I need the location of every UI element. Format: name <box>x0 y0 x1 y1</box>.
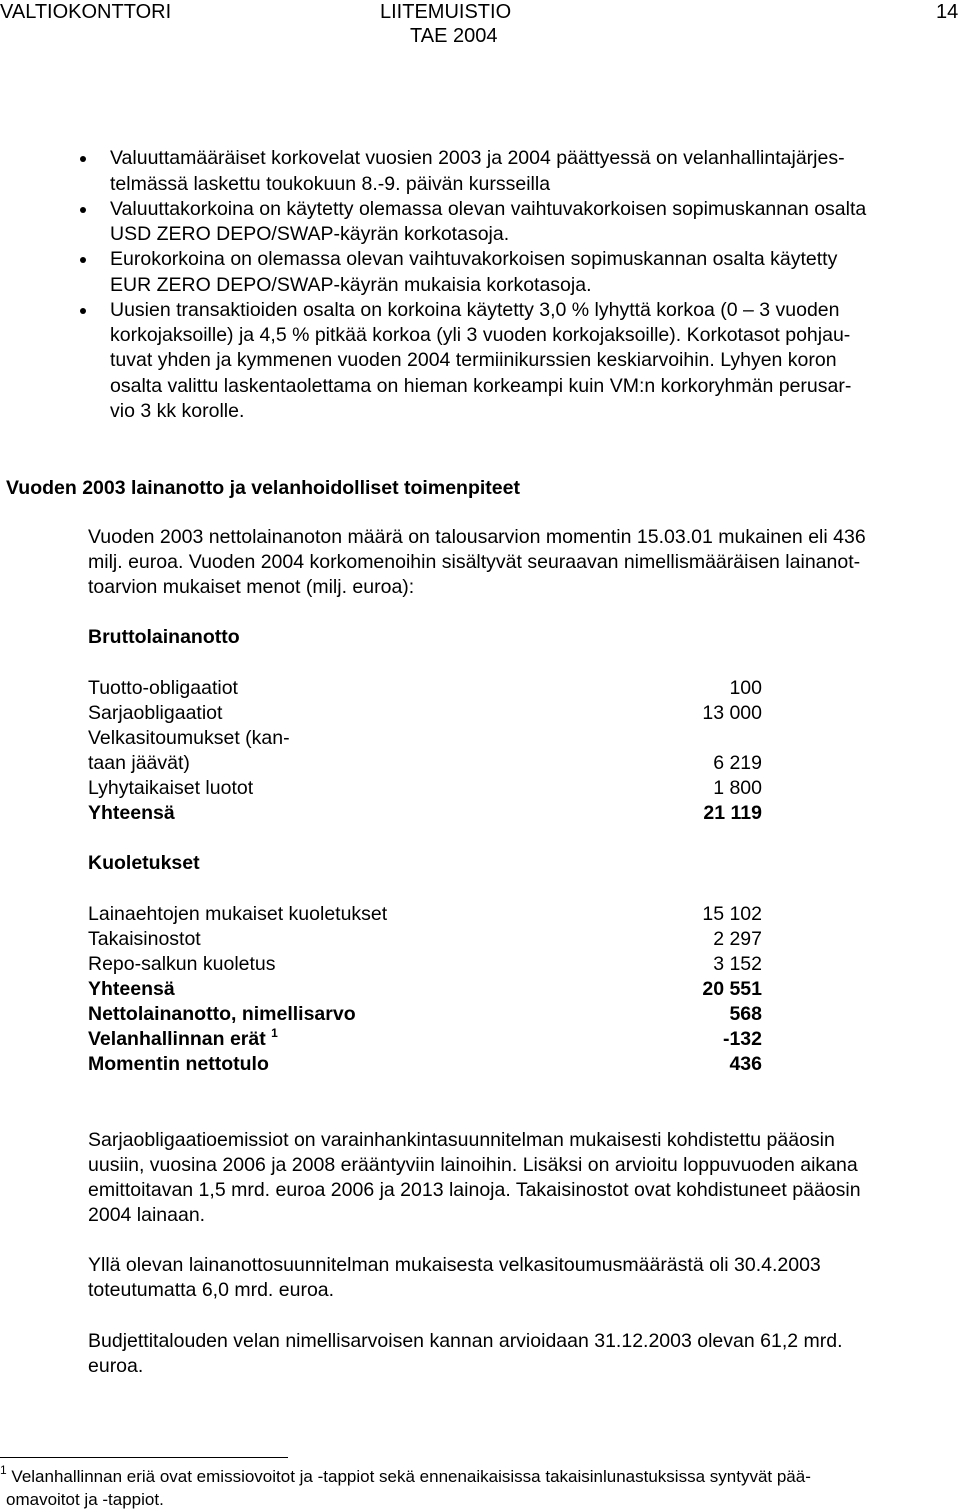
header-organization: VALTIOKONTTORI <box>0 1 172 23</box>
bullet-4-line-5: vio 3 kk korolle. <box>110 400 245 422</box>
paragraph-2-line-1: Yllä olevan lainanottosuunnitelman mukaisesta velkasitoumusmäärästä oli 30.4.2003 <box>88 1254 821 1276</box>
table-row: Sarjaobligaatiot 13 000 <box>88 702 762 724</box>
bullet-icon <box>80 257 86 263</box>
paragraph-2-line-2: toteutumatta 6,0 mrd. euroa. <box>88 1279 335 1301</box>
table-row: Repo-salkun kuoletus 3 152 <box>88 953 762 975</box>
moment-net-income-row: Momentin nettotulo 436 <box>88 1053 762 1075</box>
paragraph-1-line-4: 2004 lainaan. <box>88 1204 206 1226</box>
bullet-icon <box>80 156 86 162</box>
bullet-1-line-1: Valuuttamääräiset korkovelat vuosien 2003 ja 2004 päättyessä on velanhallintajärjes- <box>110 147 845 169</box>
paragraph-1-line-1: Sarjaobligaatioemissiot on varainhankintasuunnitelman mukaisesti kohdistettu pääosin <box>88 1129 835 1151</box>
section-heading: Vuoden 2003 lainanotto ja velanhoidolliset toimenpiteet <box>6 477 520 499</box>
bullet-3-line-1: Eurokorkoina on olemassa olevan vaihtuvakorkoisen sopimuskannan osalta käytetty <box>110 248 838 270</box>
brutto-title: Bruttolainanotto <box>88 626 240 648</box>
footnote-divider <box>0 1457 288 1458</box>
kuoletukset-total-row: Yhteensä 20 551 <box>88 978 762 1000</box>
paragraph-3-line-1: Budjettitalouden velan nimellisarvoisen kannan arvioidaan 31.12.2003 olevan 61,2 mrd. <box>88 1330 843 1352</box>
paragraph-1-line-2: uusiin, vuosina 2006 ja 2008 erääntyviin lainoihin. Lisäksi on arvioitu loppuvuoden aikana <box>88 1154 858 1176</box>
bullet-icon <box>80 207 86 213</box>
header-document-type: LIITEMUISTIO <box>380 1 512 23</box>
bullet-2-line-2: USD ZERO DEPO/SWAP-käyrän korkotasoja. <box>110 223 510 245</box>
table-row: Velkasitoumukset (kan- <box>88 727 290 749</box>
footnote-reference: 1 <box>271 1026 278 1040</box>
bullet-2-line-1: Valuuttakorkoina on käytetty olemassa olevan vaihtuvakorkoisen sopimuskannan osalta <box>110 198 867 220</box>
bullet-4-line-1: Uusien transaktioiden osalta on korkoina käytetty 3,0 % lyhyttä korkoa (0 – 3 vuoden <box>110 299 840 321</box>
kuoletukset-title: Kuoletukset <box>88 852 200 874</box>
paragraph-1-line-3: emittoitavan 1,5 mrd. euroa 2006 ja 2013 lainoja. Takaisinostot ovat kohdistuneet pääosin <box>88 1179 861 1201</box>
bullet-3-line-2: EUR ZERO DEPO/SWAP-käyrän mukaisia korkotasoja. <box>110 274 592 296</box>
table-row: Lyhytaikaiset luotot 1 800 <box>88 777 762 799</box>
net-borrowing-row: Nettolainanotto, nimellisarvo 568 <box>88 1003 762 1025</box>
table-row: Lainaehtojen mukaiset kuoletukset 15 102 <box>88 903 762 925</box>
debt-management-row: Velanhallinnan erät $^1$ -132 <box>88 1026 762 1050</box>
header-budget-year: TAE 2004 <box>410 25 498 47</box>
bullet-1-line-2: telmässä laskettu toukokuun 8.-9. päivän kursseilla <box>110 173 551 195</box>
footnote-line-2: omavoitot ja -tappiot. <box>6 1490 164 1509</box>
table-row: taan jäävät) 6 219 <box>88 752 762 774</box>
bullet-icon <box>80 308 86 314</box>
brutto-total-row: Yhteensä 21 119 <box>88 802 762 824</box>
table-row: Tuotto-obligaatiot 100 <box>88 677 762 699</box>
bullet-4-line-3: tuvat yhden ja kymmenen vuoden 2004 termiinikurssien keskiarvoihin. Lyhyen koron <box>110 349 837 371</box>
intro-line-3: toarvion mukaiset menot (milj. euroa): <box>88 576 415 598</box>
paragraph-3-line-2: euroa. <box>88 1355 144 1377</box>
intro-line-1: Vuoden 2003 nettolainanoton määrä on talousarvion momentin 15.03.01 mukainen eli 436 <box>88 526 866 548</box>
page-number: 14 <box>936 1 959 23</box>
bullet-4-line-2: korkojaksoille) ja 4,5 % pitkää korkoa (yli 3 vuoden korkojaksoille). Korkotasot pohjau- <box>110 324 851 346</box>
table-row: Takaisinostot 2 297 <box>88 928 762 950</box>
intro-line-2: milj. euroa. Vuoden 2004 korkomenoihin sisältyvät seuraavan nimellismääräisen lainanot- <box>88 551 861 573</box>
footnote-line-1: $^1$ Velanhallinnan eriä ovat emissiovoitot ja -tappiot sekä ennenaikaisissa takaisinlunastuksissa syntyvät pää- <box>0 1463 811 1486</box>
bullet-4-line-4: osalta valittu laskentaolettama on hieman korkeampi kuin VM:n korkoryhmän perusar- <box>110 375 852 397</box>
